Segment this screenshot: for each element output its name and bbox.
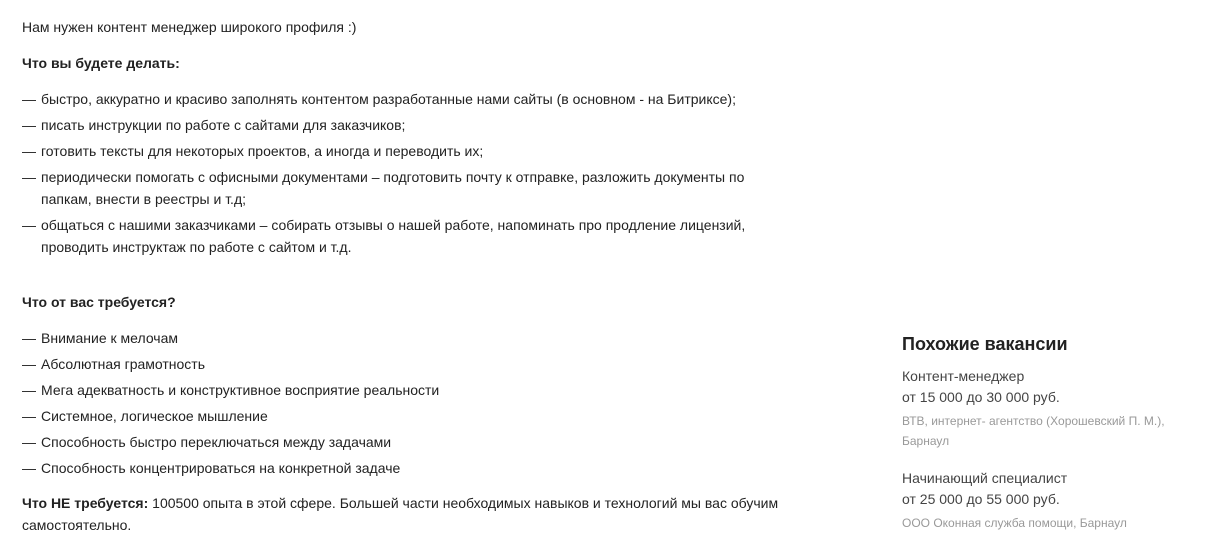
not-required-text: 100500 опыта в этой сфере. Большей части необходимых навыков и технологий мы вас обучим самостоятельно. bbox=[22, 495, 779, 533]
vacancy-salary: от 15 000 до 30 000 руб. bbox=[902, 389, 1060, 405]
duties-heading: Что вы будете делать: bbox=[22, 55, 180, 71]
requirement-text: Абсолютная грамотность bbox=[41, 356, 206, 372]
duty-text: готовить тексты для некоторых проектов, а иногда и переводить их; bbox=[41, 143, 484, 159]
duty-text: писать инструкции по работе с сайтами для заказчиков; bbox=[41, 117, 406, 133]
list-item bbox=[22, 166, 782, 210]
vacancy-card bbox=[902, 366, 1192, 451]
dash-marker: — bbox=[22, 217, 36, 233]
list-item bbox=[22, 327, 782, 349]
not-required-label: Что НЕ требуется: bbox=[22, 495, 149, 511]
intro-text: Нам нужен контент менеджер широкого профиля :) bbox=[22, 19, 357, 35]
vacancy-card bbox=[902, 468, 1192, 533]
vacancy-title-link[interactable]: Контент-менеджер bbox=[902, 368, 1025, 384]
requirements-heading: Что от вас требуется? bbox=[22, 294, 176, 310]
list-item bbox=[22, 88, 782, 110]
requirement-text: Способность концентрироваться на конкретной задаче bbox=[41, 460, 401, 476]
duties-list bbox=[22, 88, 782, 262]
requirement-text: Способность быстро переключаться между задачами bbox=[41, 434, 392, 450]
list-item bbox=[22, 431, 782, 453]
dash-marker: — bbox=[22, 143, 36, 159]
duty-text: общаться с нашими заказчиками – собирать отзывы о нашей работе, напоминать про продление лицензий, проводить инструктаж по работе с сайтом и т.д. bbox=[41, 217, 746, 255]
list-item bbox=[22, 405, 782, 427]
list-item bbox=[22, 457, 782, 479]
list-item bbox=[22, 114, 782, 136]
not-required-paragraph bbox=[22, 492, 792, 536]
vacancy-salary: от 25 000 до 55 000 руб. bbox=[902, 491, 1060, 507]
list-item bbox=[22, 353, 782, 375]
duty-text: быстро, аккуратно и красиво заполнять контентом разработанные нами сайты (в основном - на Битриксе); bbox=[41, 91, 736, 107]
list-item bbox=[22, 379, 782, 401]
list-item bbox=[22, 214, 782, 258]
dash-marker: — bbox=[22, 382, 36, 398]
vacancy-title-link[interactable]: Начинающий специалист bbox=[902, 470, 1068, 486]
list-item bbox=[22, 140, 782, 162]
duty-text: периодически помогать с офисными документами – подготовить почту к отправке, разложить документы по папкам, внести в реестры и т.д; bbox=[41, 169, 745, 207]
similar-vacancies-title: Похожие вакансии bbox=[902, 334, 1068, 354]
similar-vacancies bbox=[902, 332, 1192, 550]
requirements-list bbox=[22, 327, 782, 483]
dash-marker: — bbox=[22, 356, 36, 372]
vacancy-company: ВТВ, интернет- агентство (Хорошевский П. М.), Барнаул bbox=[902, 414, 1165, 448]
dash-marker: — bbox=[22, 460, 36, 476]
dash-marker: — bbox=[22, 91, 36, 107]
dash-marker: — bbox=[22, 117, 36, 133]
requirement-text: Системное, логическое мышление bbox=[41, 408, 268, 424]
dash-marker: — bbox=[22, 408, 36, 424]
dash-marker: — bbox=[22, 169, 36, 185]
requirement-text: Внимание к мелочам bbox=[41, 330, 178, 346]
dash-marker: — bbox=[22, 434, 36, 450]
vacancy-company: ООО Оконная служба помощи, Барнаул bbox=[902, 516, 1127, 530]
requirement-text: Мега адекватность и конструктивное восприятие реальности bbox=[41, 382, 440, 398]
dash-marker: — bbox=[22, 330, 36, 346]
